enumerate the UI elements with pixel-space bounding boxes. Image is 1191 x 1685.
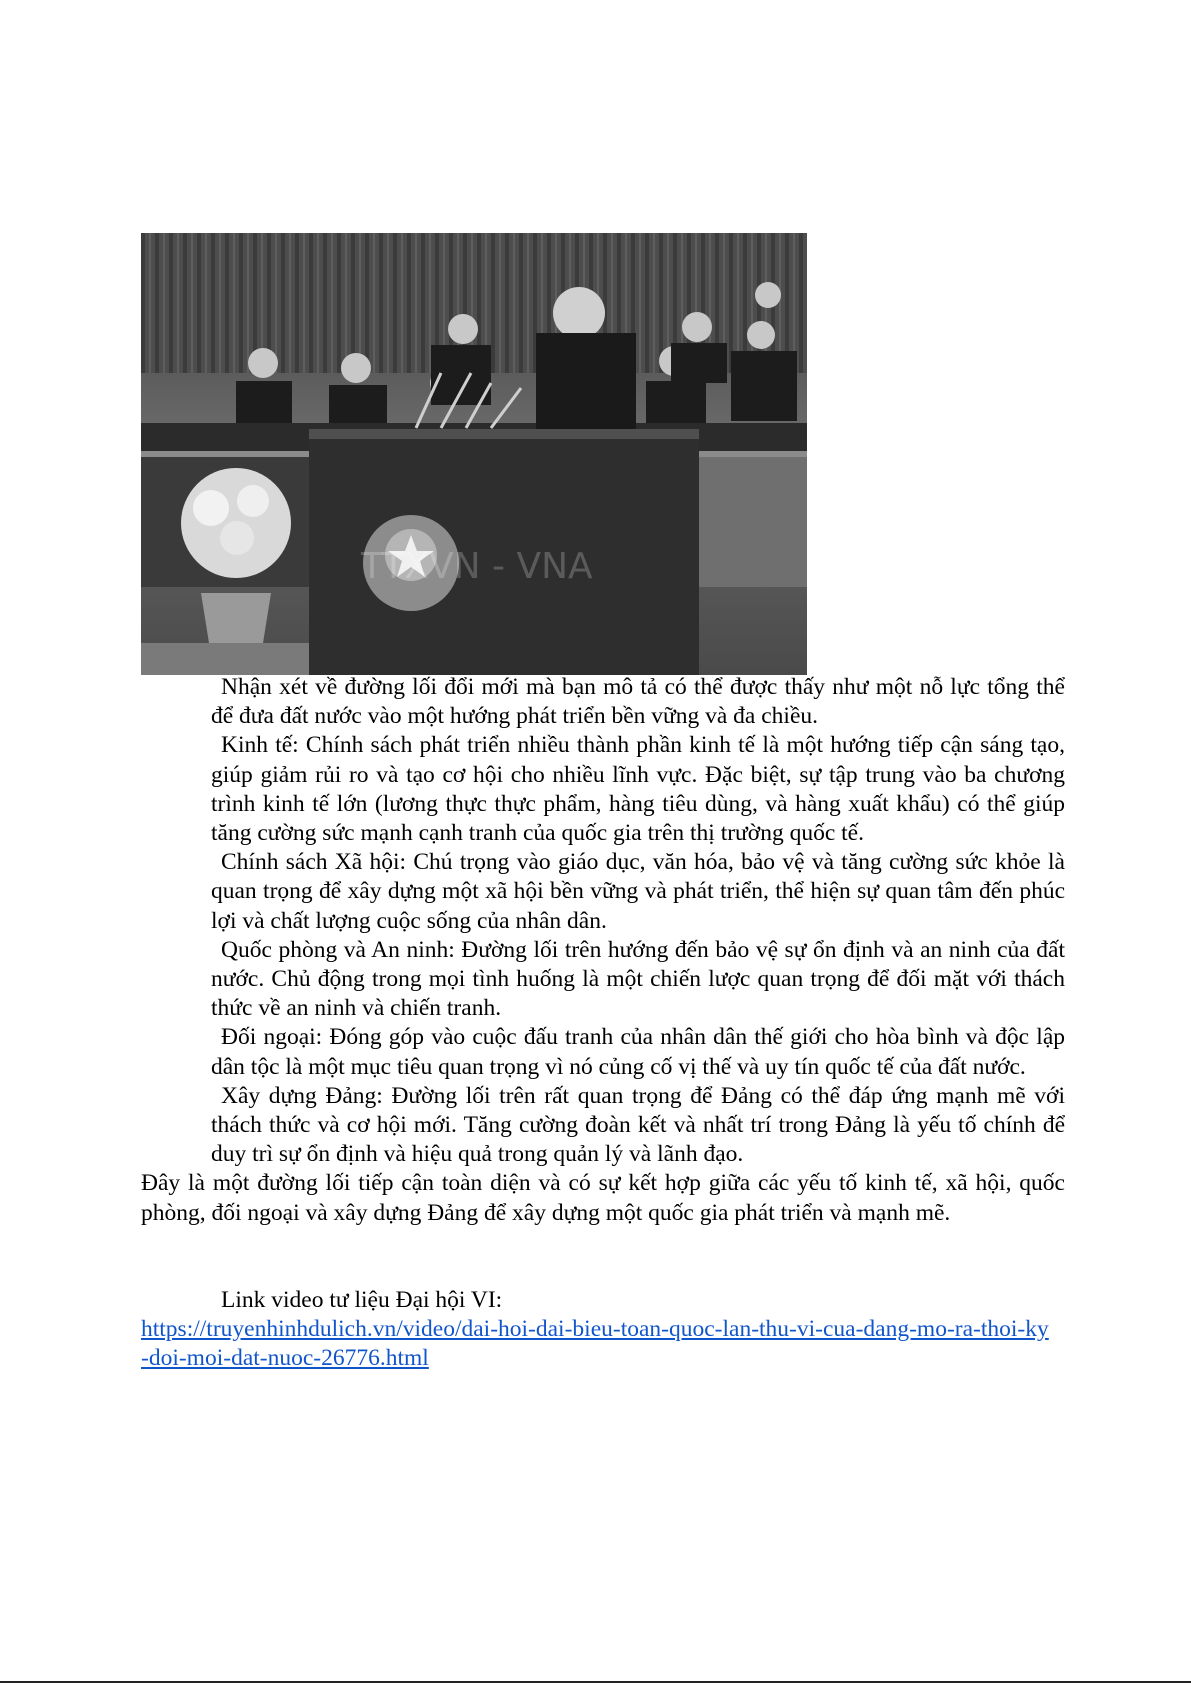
list-item [141, 936, 1065, 1024]
list-item [141, 1082, 1065, 1170]
bullet-text: Đối ngoại: Đóng góp vào cuộc đấu tranh của nhân dân thế giới cho hòa bình và độc lập dân tộc là một mục tiêu quan trọng vì nó củng cố vị thế và uy tín quốc tế của đất nước. [211, 1024, 1065, 1080]
congress-photo [141, 233, 807, 675]
bullet-text: Chính sách Xã hội: Chú trọng vào giáo dục, văn hóa, bảo vệ và tăng cường sức khỏe là quan trọng để xây dựng một xã hội bền vững và phát triển, thể hiện sự quan tâm đến phúc lợi và chất lượng cuộc sống của nhân dân. [211, 849, 1065, 934]
video-link-url[interactable]: https://truyenhinhdulich.vn/video/dai-hoi-dai-bieu-toan-quoc-lan-thu-vi-cua-dang-mo-ra-thoi-ky-doi-moi-dat-nuoc-26776.html [141, 1316, 1049, 1372]
bullet-text: Kinh tế: Chính sách phát triển nhiều thành phần kinh tế là một hướng tiếp cận sáng tạo, giúp giảm rủi ro và tạo cơ hội cho nhiều lĩnh vực. Đặc biệt, sự tập trung vào ba chương trình kinh tế lớn (lương thực thực phẩm, hàng tiêu dùng, và hàng xuất khẩu) có thể giúp tăng cường sức mạnh cạnh tranh của quốc gia trên thị trường quốc tế. [211, 732, 1065, 847]
bullet-text: Xây dựng Đảng: Đường lối trên rất quan trọng để Đảng có thể đáp ứng mạnh mẽ với thách thức và cơ hội mới. Tăng cường đoàn kết và nhất trí trong Đảng là yếu tố chính để duy trì sự ổn định và hiệu quả trong quản lý và lãnh đạo. [211, 1082, 1065, 1168]
video-link-label: Link video tư liệu Đại hội VI: [221, 1286, 503, 1313]
list-item [141, 1023, 1065, 1081]
list-item [141, 848, 1065, 936]
video-link-item [141, 1286, 1065, 1315]
list-item [141, 673, 1065, 731]
spacer [141, 1228, 1065, 1286]
document-body [141, 673, 1065, 1373]
page-bottom-rule [0, 1681, 1191, 1683]
photo-watermark: TTXVN - VNA [361, 546, 593, 587]
summary-paragraph: Đây là một đường lối tiếp cận toàn diện và có sự kết hợp giữa các yếu tố kinh tế, xã hội, quốc phòng, đối ngoại và xây dựng Đảng để xây dựng một quốc gia phát triển và mạnh mẽ. [141, 1170, 1065, 1226]
list-item [141, 731, 1065, 848]
bullet-text: Nhận xét về đường lối đổi mới mà bạn mô tả có thể được thấy như một nỗ lực tổng thể để đưa đất nước vào một hướng phát triển bền vững và đa chiều. [211, 674, 1065, 730]
bullet-text: Quốc phòng và An ninh: Đường lối trên hướng đến bảo vệ sự ổn định và an ninh của đất nước. Chủ động trong mọi tình huống là một chiến lược quan trọng để đối mặt với thách thức về an ninh và chiến tranh. [211, 936, 1065, 1022]
